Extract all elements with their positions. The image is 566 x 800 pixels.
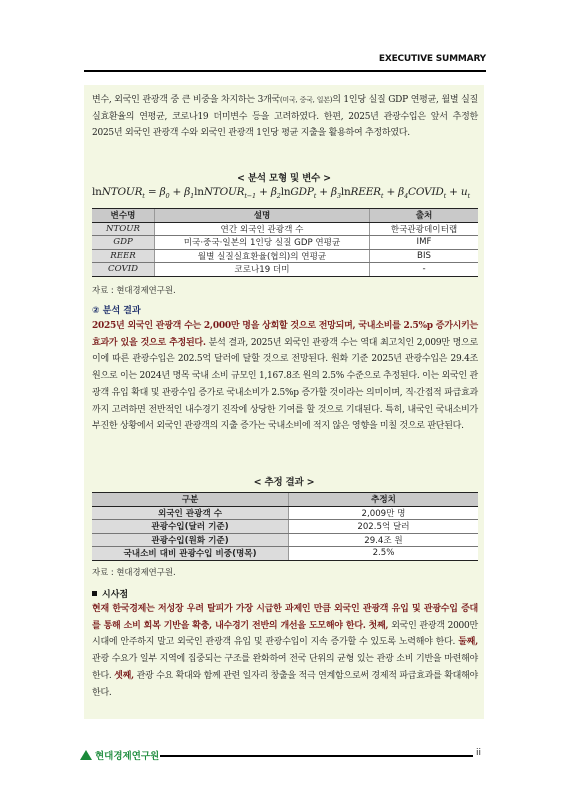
result-value: 2,009만 명 — [289, 506, 479, 520]
source-cell: BIS — [370, 249, 479, 263]
regression-equation: lnNTOUR$_t$ = $\beta_0$ + $\beta_1lnNTOUR_{t-1}$ + $\beta_2lnGDP_t$ + $\beta_3lnREER_t$ + $\beta_4COVID_t + u_t$ — [92, 186, 470, 201]
table-row — [92, 222, 478, 236]
source-cell: IMF — [370, 236, 479, 250]
footer-divider — [160, 755, 473, 757]
table-row — [92, 520, 478, 534]
variable-cell: NTOUR — [92, 222, 155, 236]
source-cell: 한국관광데이터랩 — [370, 222, 479, 236]
variable-cell: REER — [92, 249, 155, 263]
variables-table — [92, 208, 478, 277]
result-value: 2.5% — [289, 547, 479, 561]
result-label: 관광수입(원화 기준) — [92, 533, 289, 547]
table-row — [92, 547, 478, 561]
col-header-source: 출처 — [370, 209, 479, 223]
page-number: ii — [476, 748, 482, 758]
results-table — [92, 492, 478, 561]
results-title: < 추정 결과 > — [253, 477, 315, 488]
col-header-variable: 변수명 — [92, 209, 155, 223]
table-row — [92, 263, 478, 277]
result-label: 외국인 관광객 수 — [92, 506, 289, 520]
table-row — [92, 236, 478, 250]
triangle-logo-icon — [80, 750, 92, 760]
col-header-category: 구분 — [92, 493, 289, 507]
implications-heading: 시사점 — [92, 587, 128, 600]
model-title: < 분석 모형 및 변수 > — [237, 173, 331, 184]
implications-paragraph: 현재 한국경제는 저성장 우려 탈피가 가장 시급한 과제인 만큼 외국인 관광객 유입 및 관광수입 증대를 통해 소비 회복 기반을 확충, 내수경기 전반의 개선을 도모해야 한다. 첫째, 외국인 관광객 2000만 시대에 안주하지 말고 외국인 관광객 유입 및 관광수입이 지속 증가할 수 있도록 노력해야 한다. 둘째, 관광 수요가 일부 지역에 집중되는 구조를 완화하여 전국 단위의 균형 있는 관광 소비 기반을 마련해야 한다. 셋째, 관광 수요 확대와 함께 관련 일자리 창출을 적극 연계함으로써 경제적 파급효과를 확대해야 한다. — [92, 604, 478, 698]
col-header-description: 설명 — [155, 209, 370, 223]
description-cell: 미국·중국·일본의 1인당 실질 GDP 연평균 — [155, 236, 370, 250]
analysis-heading: ② 분석 결과 — [92, 306, 141, 316]
variable-cell: GDP — [92, 236, 155, 250]
result-value: 29.4조 원 — [289, 533, 479, 547]
analysis-paragraph: 2025년 외국인 관광객 수는 2,000만 명을 상회할 것으로 전망되며, 국내소비를 2.5%p 증가시키는 효과가 있을 것으로 추정된다. 분석 결과, 2025년 외국인 관광객 수는 역대 최고치인 2,009만 명으로 이에 따른 관광수입은 202.5억 달러에 달할 것으로 전망된다. 원화 기준 2025년 관광수입은 29.4조 원으로 이는 2024년 명목 국내 소비 규모인 1,167.8조 원의 2.5% 수준으로 추정된다. 이는 외국인 관광객 유입 확대 및 관광수입 증가로 국내소비가 2.5%p 증가할 것이라는 의미이며, 직·간접적 파급효과까지 고려하면 전반적인 내수경기 진작에 상당한 기여를 할 것으로 기대된다. 특히, 내국인 국내소비가 부진한 상황에서 외국인 관광객의 지출 증가는 국내소비에 적지 않은 영향을 미칠 것으로 판단된다. — [92, 321, 478, 432]
header-divider — [84, 70, 486, 72]
implications-key-message: 현재 한국경제는 저성장 우려 탈피가 가장 시급한 과제인 만큼 외국인 관광객 유입 및 관광수입 증대를 통해 소비 회복 기반을 확충, 내수경기 전반의 개선을 도모해야 한다. — [92, 604, 478, 631]
source-cell: - — [370, 263, 479, 277]
org-logo: 현대경제연구원 — [80, 748, 159, 762]
model-source-note: 자료 : 현대경제연구원. — [92, 285, 176, 295]
description-cell: 연간 외국인 관광객 수 — [155, 222, 370, 236]
running-header: EXECUTIVE SUMMARY — [378, 54, 486, 64]
results-source-note: 자료 : 현대경제연구원. — [92, 567, 176, 577]
table-row — [92, 506, 478, 520]
intro-paragraph: 변수, 외국인 관광객 중 큰 비중을 차지하는 3개국(미국, 중국, 일본)의 1인당 실질 GDP 연평균, 월별 실질실효환율의 연평균, 코로나19 더미변수 등을 고려하였다. 한편, 2025년 관광수입은 앞서 추정한 2025년 외국인 관광객 수와 외국인 관광객 1인당 평균 지출을 활용하여 추정하였다. — [92, 95, 478, 139]
description-cell: 코로나19 더미 — [155, 263, 370, 277]
analysis-key-finding: 2025년 외국인 관광객 수는 2,000만 명을 상회할 것으로 전망되며, 국내소비를 2.5%p 증가시키는 효과가 있을 것으로 추정된다. — [92, 321, 478, 348]
table-row — [92, 533, 478, 547]
result-label: 국내소비 대비 관광수입 비중(명목) — [92, 547, 289, 561]
square-bullet-icon — [92, 591, 97, 596]
table-row — [92, 249, 478, 263]
description-cell: 월별 실질실효환율(협의)의 연평균 — [155, 249, 370, 263]
result-label: 관광수입(달러 기준) — [92, 520, 289, 534]
result-value: 202.5억 달러 — [289, 520, 479, 534]
variable-cell: COVID — [92, 263, 155, 277]
col-header-estimate: 추정치 — [289, 493, 479, 507]
